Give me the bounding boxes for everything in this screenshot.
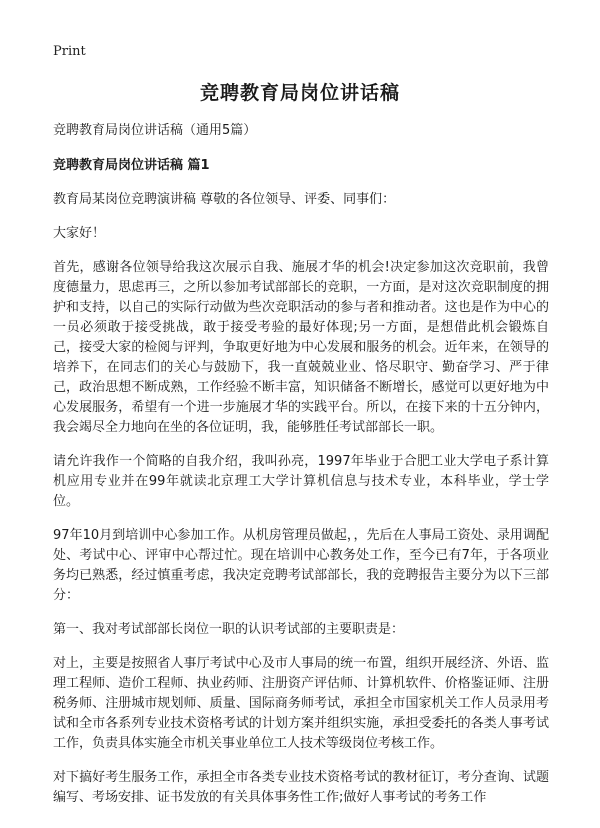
paragraph-hello: 大家好！ <box>53 226 106 241</box>
document-subtitle: 竞聘教育局岗位讲话稿（通用5篇） <box>53 123 257 138</box>
paragraph-greeting-line: 教育局某岗位竞聘演讲稿 尊敬的各位领导、评委、同事们： <box>53 192 396 207</box>
document-body <box>53 121 549 822</box>
paragraph-duties-upward: 对上，主要是按照省人事厅考试中心及市人事局的统一布置，组织开展经济、外语、监理工程师、造价工程师、执业药师、注册资产评估师、计算机软件、价格鉴证师、注册税务师、注册城市规划师、质量、国际商务师考试，承担全市国家机关工作人员录用考试和全市各系列专业技术资格考试的计划方案并组织实施，承担受委托的各类人事考试工作，负责具体实施全市机关事业单位工人技术等级岗位考核工作。 <box>53 656 549 751</box>
section-heading: 竞聘教育局岗位讲话稿 篇1 <box>53 158 210 173</box>
paragraph-duties-downward: 对下搞好考生服务工作，承担全市各类专业技术资格考试的教材征订，考分查询、试题编写、考场安排、证书发放的有关具体事务性工作;做好人事考试的考务工作 <box>53 770 549 805</box>
paragraph-part-one: 第一、我对考试部部长岗位一职的认识考试部的主要职责是： <box>53 622 405 637</box>
paragraph-intro: 首先，感谢各位领导给我这次展示自我、施展才华的机会!决定参加这次竞职前，我曾度德量力，思虑再三，之所以参加考试部部长的竞职，一方面，是对这次竞职制度的拥护和支持，以自己的实际行动做为些次竞职活动的参与者和推动者。这也是作为中心的一员必须敢于接受挑战，敢于接受考验的最好体现;另一方面，是想借此机会锻炼自己，接受大家的检阅与评判，争取更好地为中心发展和服务的机会。近年来，在领导的培养下，在同志们的关心与鼓励下，我一直兢兢业业、恪尽职守、勤奋学习、严于律己，政治思想不断成熟，工作经验不断丰富，知识储备不断增长，感觉可以更好地为中心发展服务，希望有一个进一步施展才华的实践平台。所以，在接下来的十五分钟内，我会竭尽全力地向在坐的各位证明，我，能够胜任考试部部长一职。 <box>53 260 549 435</box>
paragraph-work-history: 97年10月到培训中心参加工作。从机房管理员做起，，先后在人事局工资处、录用调配处、考试中心、评审中心帮过忙。现在培训中心教务处工作，至今已有7年，于各项业务均已熟悉，经过慎重考虑，我决定竞聘考试部部长，我的竞聘报告主要分为以下三部分： <box>53 528 549 603</box>
print-link[interactable]: Print <box>53 44 86 59</box>
paragraph-self-introduction: 请允许我作一个简略的自我介绍，我叫孙亮，1997年毕业于合肥工业大学电子系计算机应用专业并在99年就读北京理工大学计算机信息与技术专业，本科毕业，学士学位。 <box>53 454 549 509</box>
document-title: 竞聘教育局岗位讲话稿 <box>199 82 400 104</box>
